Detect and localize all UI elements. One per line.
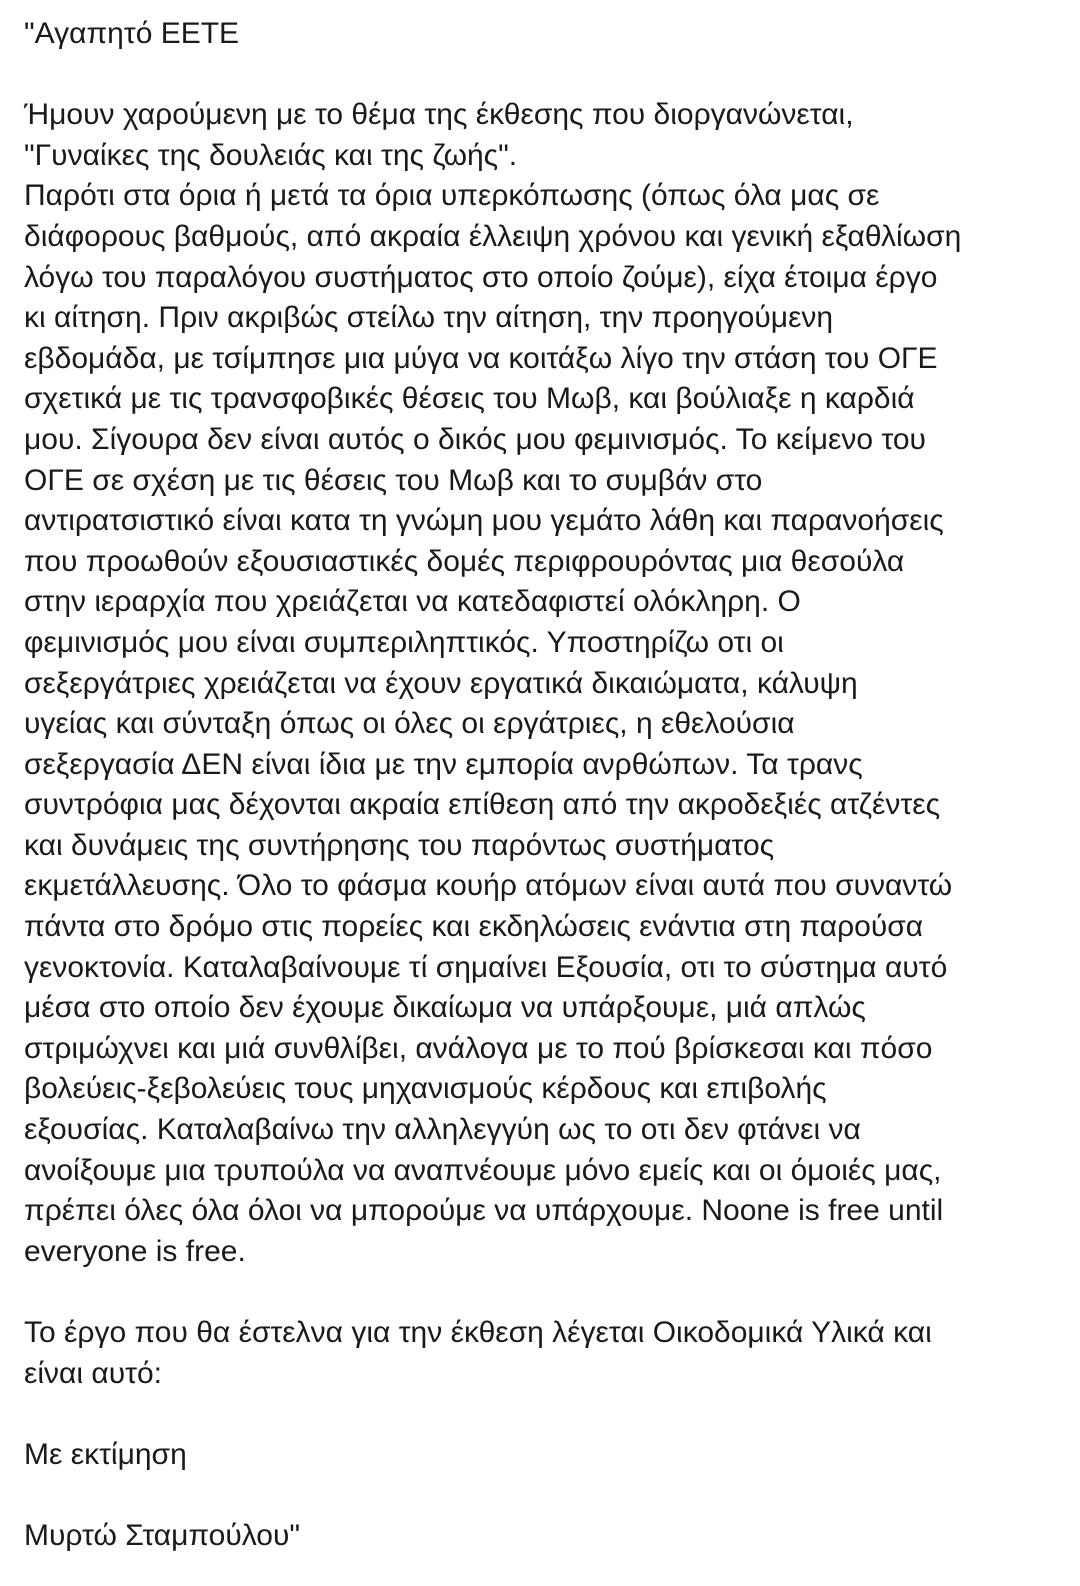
artwork-line: Το έργο που θα έστελνα για την έκθεση λέγεται Οικοδομικά Υλικά και [24, 1316, 932, 1349]
body-line: συντρόφια μας δέχονται ακραία επίθεση από την ακροδεξιές ατζέντες [24, 788, 941, 822]
paragraph-spacer [24, 1272, 1054, 1313]
body-line: πρέπει όλες όλα όλοι να μπορούμε να υπάρχουμε. Noone is free until [24, 1194, 944, 1228]
signature-line: Μυρτώ Σταμπούλου" [24, 1518, 301, 1552]
greeting-line: "Αγαπητό ΕΕΤΕ [24, 17, 240, 50]
letter-document [24, 14, 1054, 1557]
body-line: λόγω του παραλόγου συστήματος στο οποίο ζούμε), είχα έτοιμα έργο [24, 260, 938, 294]
body-line: και δυνάμεις της συντήρησης του παρόντως συστήματος [24, 828, 775, 862]
body-line: ΟΓΕ σε σχέση με τις θέσεις του Μωβ και το συμβάν στο [24, 463, 763, 497]
body-line: σεξεργασία ΔΕΝ είναι ίδια με την εμπορία ανρθώπων. Τα τρανς [24, 747, 863, 781]
paragraph-spacer [24, 55, 1054, 96]
paragraph-spacer [24, 1475, 1054, 1516]
body-line: που προωθούν εξουσιαστικές δομές περιφρουρόντας μια θεσούλα [24, 544, 905, 578]
body-line: "Γυναίκες της δουλειάς και της ζωής". [24, 138, 518, 172]
body-line: σεξεργάτριες χρειάζεται να έχουν εργατικά δικαιώματα, κάλυψη [24, 666, 858, 700]
body-line: διάφορους βαθμούς, από ακραία έλλειψη χρόνου και γενική εξαθλίωση [24, 219, 962, 253]
body-line: ανοίξουμε μια τρυπούλα να αναπνέουμε μόνο εμείς και οι όμοιές μας, [24, 1153, 942, 1187]
artwork-paragraph [24, 1313, 1054, 1394]
body-line: φεμινισμός μου είναι συμπεριληπτικός. Υποστηρίζω οτι οι [24, 625, 784, 659]
body-line: βολεύεις-ξεβολεύεις τους μηχανισμούς κέρδους και επιβολής [24, 1072, 827, 1106]
body-line: υγείας και σύνταξη όπως οι όλες οι εργάτριες, η εθελούσια [24, 707, 795, 741]
body-line: στριμώχνει και μιά συνθλίβει, ανάλογα με το πού βρίσκεσαι και πόσο [24, 1031, 933, 1065]
body-line: εκμετάλλευσης. Όλο το φάσμα κουήρ ατόμων είναι αυτά που συναντώ [24, 869, 953, 903]
body-line: εξουσίας. Καταλαβαίνω την αλληλεγγύη ως το οτι δεν φτάνει να [24, 1113, 861, 1147]
body-line: μου. Σίγουρα δεν είναι αυτός ο δικός μου φεμινισμός. Το κείμενο του [24, 422, 926, 456]
closing-line: Με εκτίμηση [24, 1437, 187, 1471]
body-line: Παρότι στα όρια ή μετά τα όρια υπερκόπωσης (όπως όλα μας σε [24, 179, 880, 213]
body-line: everyone is free. [24, 1234, 246, 1268]
body-line: Ήμουν χαρούμενη με το θέμα της έκθεσης που διοργανώνεται, [24, 98, 854, 132]
body-line: στην ιεραρχία που χρειάζεται να κατεδαφιστεί ολόκληρη. Ο [24, 585, 801, 619]
body-line: πάντα στο δρόμο στις πορείες και εκδηλώσεις ενάντια στη παρούσα [24, 910, 924, 944]
body-line: αντιρατσιστικό είναι κατα τη γνώμη μου γεμάτο λάθη και παρανοήσεις [24, 504, 944, 538]
paragraph-spacer [24, 1394, 1054, 1435]
body-line: σχετικά με τις τρανσφοβικές θέσεις του Μωβ, και βούλιαξε η καρδιά [24, 382, 915, 416]
body-line: εβδομάδα, με τσίμπησε μια μύγα να κοιτάξω λίγο την στάση του ΟΓΕ [24, 341, 938, 375]
artwork-line: είναι αυτό: [24, 1356, 163, 1390]
body-line: γενοκτονία. Καταλαβαίνουμε τί σημαίνει Εξουσία, οτι το σύστημα αυτό [24, 950, 948, 984]
body-line: κι αίτηση. Πριν ακριβώς στείλω την αίτηση, την προηγούμενη [24, 301, 834, 335]
body-line: μέσα στο οποίο δεν έχουμε δικαίωμα να υπάρξουμε, μιά απλώς [24, 991, 866, 1025]
body-paragraph [24, 95, 1054, 1272]
